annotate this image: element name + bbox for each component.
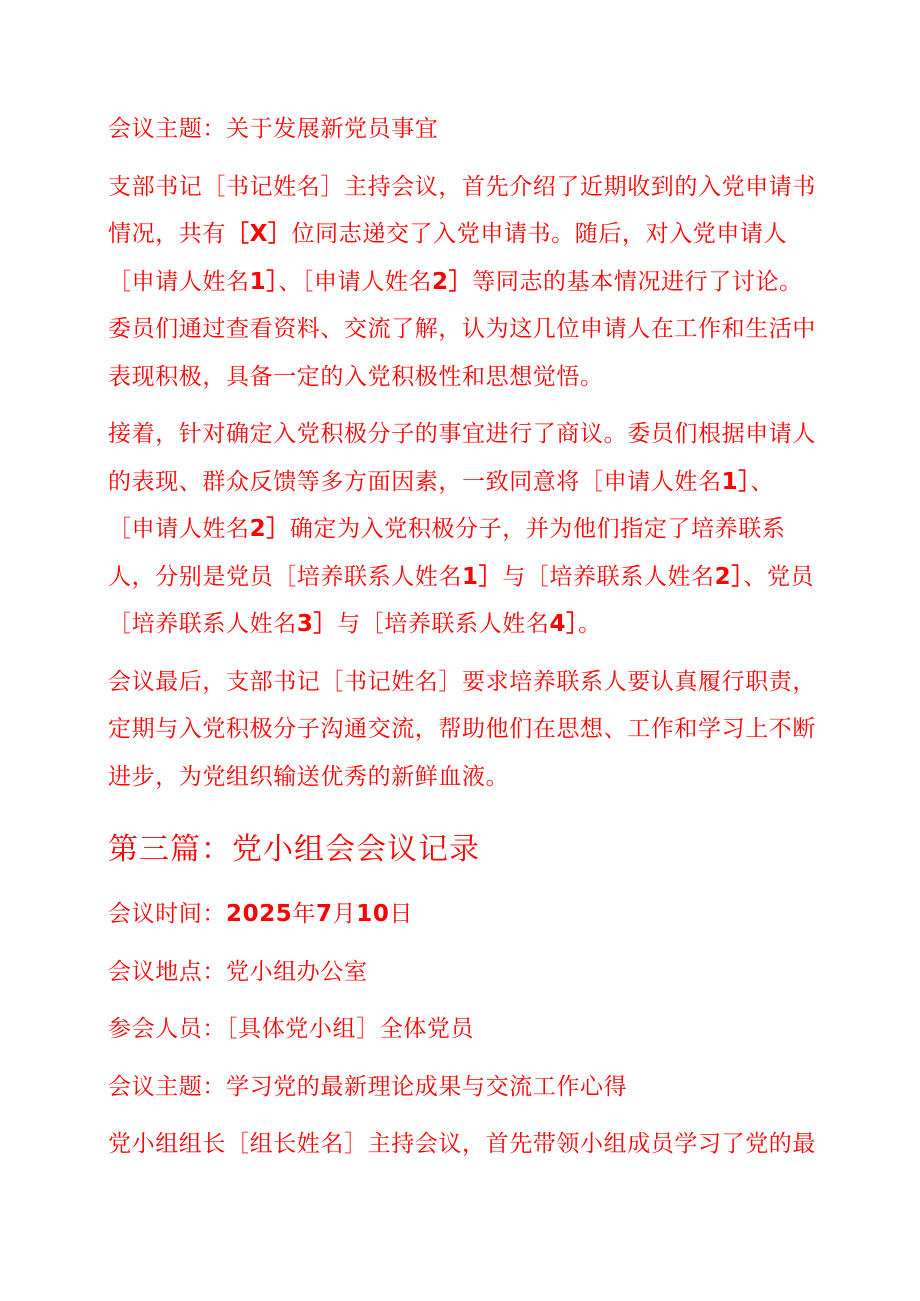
section-heading — [108, 819, 920, 881]
text: 月 — [332, 901, 357, 927]
paragraph-line — [108, 754, 920, 802]
text: 、［申请人姓名 — [278, 268, 433, 295]
paragraph-line — [108, 306, 920, 354]
paragraph-line — [108, 259, 920, 307]
text: 会议主题：关于发展新党员事宜 — [108, 116, 439, 142]
paragraph-line — [108, 411, 920, 459]
paragraph-line — [108, 164, 920, 212]
paragraph-line — [108, 706, 920, 754]
placeholder-number: 1］ — [462, 563, 503, 590]
placeholder-number: 4］ — [549, 611, 579, 637]
placeholder-number: 1］ — [249, 268, 279, 295]
text: 会议最后，支部书记［书记姓名］要求培养联系人要认真履行职责， — [108, 668, 816, 695]
text: 进步，为党组织输送优秀的新鲜血液。 — [108, 763, 510, 790]
text: 第三篇：党小组会会议记录 — [108, 832, 480, 867]
placeholder-number: 2］ — [249, 516, 290, 542]
text: ［申请人姓名 — [108, 268, 250, 295]
text: 会议时间： — [108, 901, 226, 927]
text: 日 — [389, 901, 414, 927]
paragraph-line — [108, 506, 920, 554]
paragraph-line — [108, 354, 920, 402]
placeholder-number: 2］ — [432, 268, 473, 295]
paragraph-line — [108, 459, 920, 507]
text: 接着，针对确定入党积极分子的事宜进行了商议。委员们根据申请人 — [108, 421, 816, 447]
text: ［申请人姓名 — [108, 516, 250, 542]
text: 与［培养联系人姓名 — [502, 563, 715, 590]
text: 委员们通过查看资料、交流了解，认为这几位申请人在工作和生活中 — [108, 316, 816, 342]
placeholder-count: ［X］ — [226, 221, 292, 247]
attendees-line — [108, 1006, 920, 1054]
text: 确定为入党积极分子，并为他们指定了培养联系 — [289, 516, 786, 542]
placeholder-number: 2］ — [714, 563, 744, 590]
placeholder-number: 1］ — [721, 468, 751, 495]
text: 参会人员：［具体党小组］全体党员 — [108, 1016, 475, 1042]
text: 人，分别是党员［培养联系人姓名 — [108, 563, 462, 590]
text: 位同志递交了入党申请书。随后，对入党申请人 — [291, 221, 788, 247]
month: 7 — [316, 901, 333, 927]
text: 党小组组长［组长姓名］主持会议，首先带领小组成员学习了党的最 — [108, 1131, 816, 1157]
text: 、 — [750, 468, 774, 495]
text: 的表现、群众反馈等多方面因素，一致同意将［申请人姓名 — [108, 468, 722, 495]
text: 支部书记［书记姓名］主持会议，首先介绍了近期收到的入党申请书 — [108, 173, 816, 200]
text: 、党员 — [743, 563, 815, 590]
paragraph-line — [108, 211, 920, 259]
paragraph-line — [108, 659, 920, 707]
meeting-location-line — [108, 949, 920, 997]
paragraph-line — [108, 601, 920, 649]
text: 情况，共有 — [108, 221, 226, 247]
text: 表现积极，具备一定的入党积极性和思想觉悟。 — [108, 363, 604, 390]
meeting-topic-line — [108, 106, 920, 154]
text: ［培养联系人姓名 — [108, 611, 297, 637]
text: 定期与入党积极分子沟通交流，帮助他们在思想、工作和学习上不断 — [108, 716, 816, 742]
text: 会议地点：党小组办公室 — [108, 958, 368, 985]
paragraph-line — [108, 1121, 920, 1169]
text: 会议主题：学习党的最新理论成果与交流工作心得 — [108, 1073, 628, 1100]
meeting-time-line — [108, 891, 920, 939]
text: 与［培养联系人姓名 — [337, 611, 550, 637]
meeting-topic-line — [108, 1064, 920, 1112]
day: 10 — [356, 901, 390, 927]
text: 等同志的基本情况进行了讨论。 — [472, 268, 803, 295]
year: 2025 — [226, 901, 293, 927]
placeholder-number: 3］ — [296, 611, 338, 637]
text: 。 — [578, 611, 602, 637]
paragraph-line — [108, 554, 920, 602]
text: 年 — [292, 901, 317, 927]
